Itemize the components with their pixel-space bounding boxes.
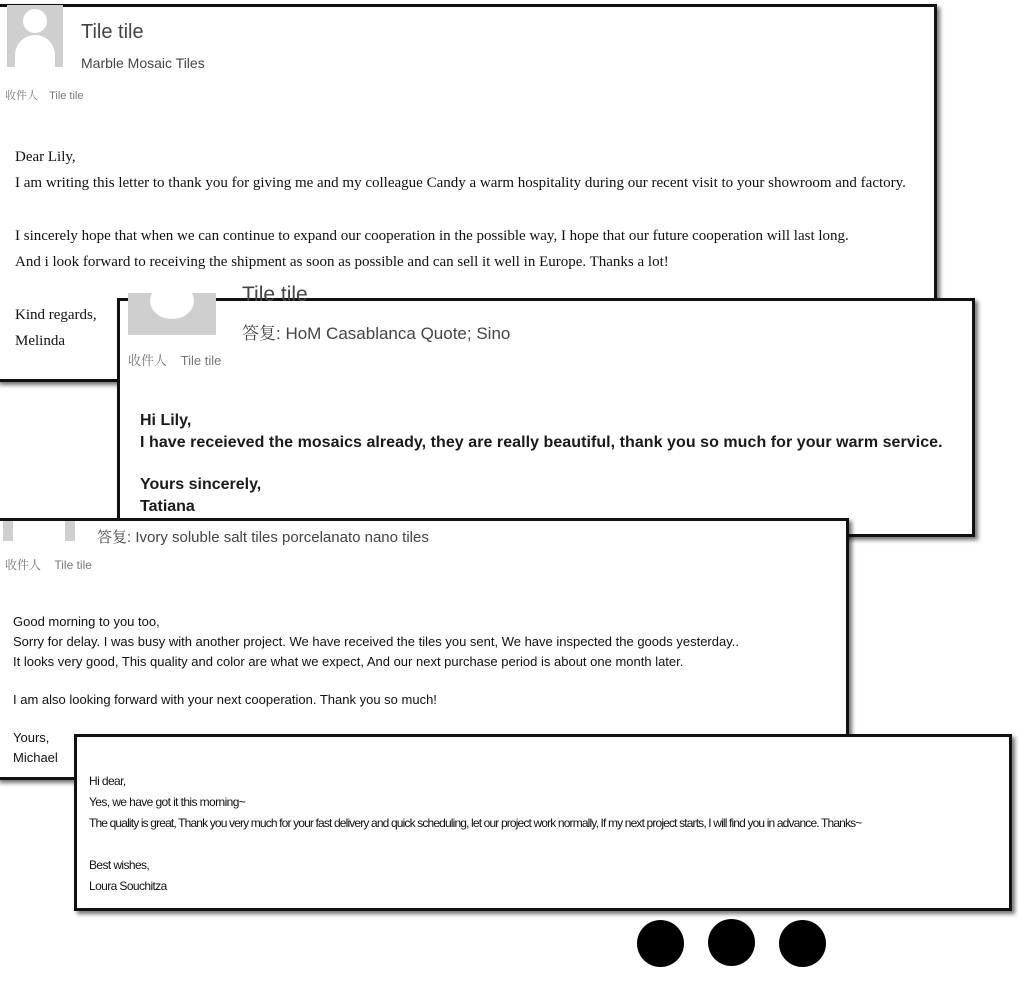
email-body-line: I am also looking forward with your next cooperation. Thank you so much! [13, 692, 437, 707]
email-closing: Yours, [13, 730, 50, 745]
email-greeting: Good morning to you too, [13, 614, 160, 629]
sender-avatar [128, 293, 216, 335]
recipient-label: 收件人 [5, 90, 38, 102]
email-greeting: Hi dear, [89, 774, 126, 788]
recipient-label: 收件人 [128, 353, 168, 368]
email-signature: Tatiana [140, 498, 195, 515]
email-card-4 [74, 734, 1012, 911]
recipient-name: Tile tile [54, 558, 92, 572]
email-signature: Loura Souchitza [89, 879, 167, 893]
recipient-row [5, 556, 92, 573]
email-body-line: I have receieved the mosaics already, they are really beautiful, thank you so much for your warm service. [140, 434, 943, 451]
email-closing: Kind regards, [15, 307, 97, 323]
recipient-name: Tile tile [49, 90, 84, 102]
recipient-label: 收件人 [5, 558, 42, 572]
email-greeting: Dear Lily, [15, 149, 76, 165]
recipient-row [128, 350, 221, 369]
email-subject: Marble Mosaic Tiles [81, 55, 205, 71]
email-closing: Yours sincerely, [140, 476, 262, 493]
email-body-line: I sincerely hope that when we can continue to expand our cooperation in the possible way, I hope that our future cooperation will last long. [15, 228, 849, 244]
email-subject: 答复: Ivory soluble salt tiles porcelanato nano tiles [97, 529, 429, 546]
email-body-line: Sorry for delay. I was busy with another project. We have received the tiles you sent, We have inspected the goods yesterday.. [13, 634, 739, 649]
recipient-name: Tile tile [180, 353, 222, 368]
sender-avatar [3, 521, 75, 541]
sender-name: Tile tile [81, 21, 144, 43]
sender-avatar [7, 5, 63, 67]
email-body-line: It looks very good, This quality and color are what we expect, And our next purchase period is about one month later. [13, 654, 684, 669]
sender-name: Tile tile [242, 283, 308, 306]
pager-dot[interactable] [779, 920, 826, 967]
email-body-line: Yes, we have got it this morning~ [89, 795, 246, 809]
email-signature: Melinda [15, 333, 65, 349]
email-body-line: The quality is great, Thank you very much for your fast delivery and quick scheduling, let our project work normally, If my next project starts, I will find you in advance. Thanks~ [89, 816, 862, 830]
email-signature: Michael [13, 750, 58, 765]
email-body-line: And i look forward to receiving the shipment as soon as possible and can sell it well in Europe. Thanks a lot! [15, 254, 669, 270]
email-card-2 [117, 283, 975, 537]
email-closing: Best wishes, [89, 858, 150, 872]
email-subject: 答复: HoM Casablanca Quote; Sino [242, 324, 511, 343]
pager-dot[interactable] [708, 919, 755, 966]
email-greeting: Hi Lily, [140, 412, 192, 429]
recipient-row [5, 87, 84, 103]
email-body-line: I am writing this letter to thank you for giving me and my colleague Candy a warm hospitality during our recent visit to your showroom and factory. [15, 175, 906, 191]
pager-dot[interactable] [637, 920, 684, 967]
